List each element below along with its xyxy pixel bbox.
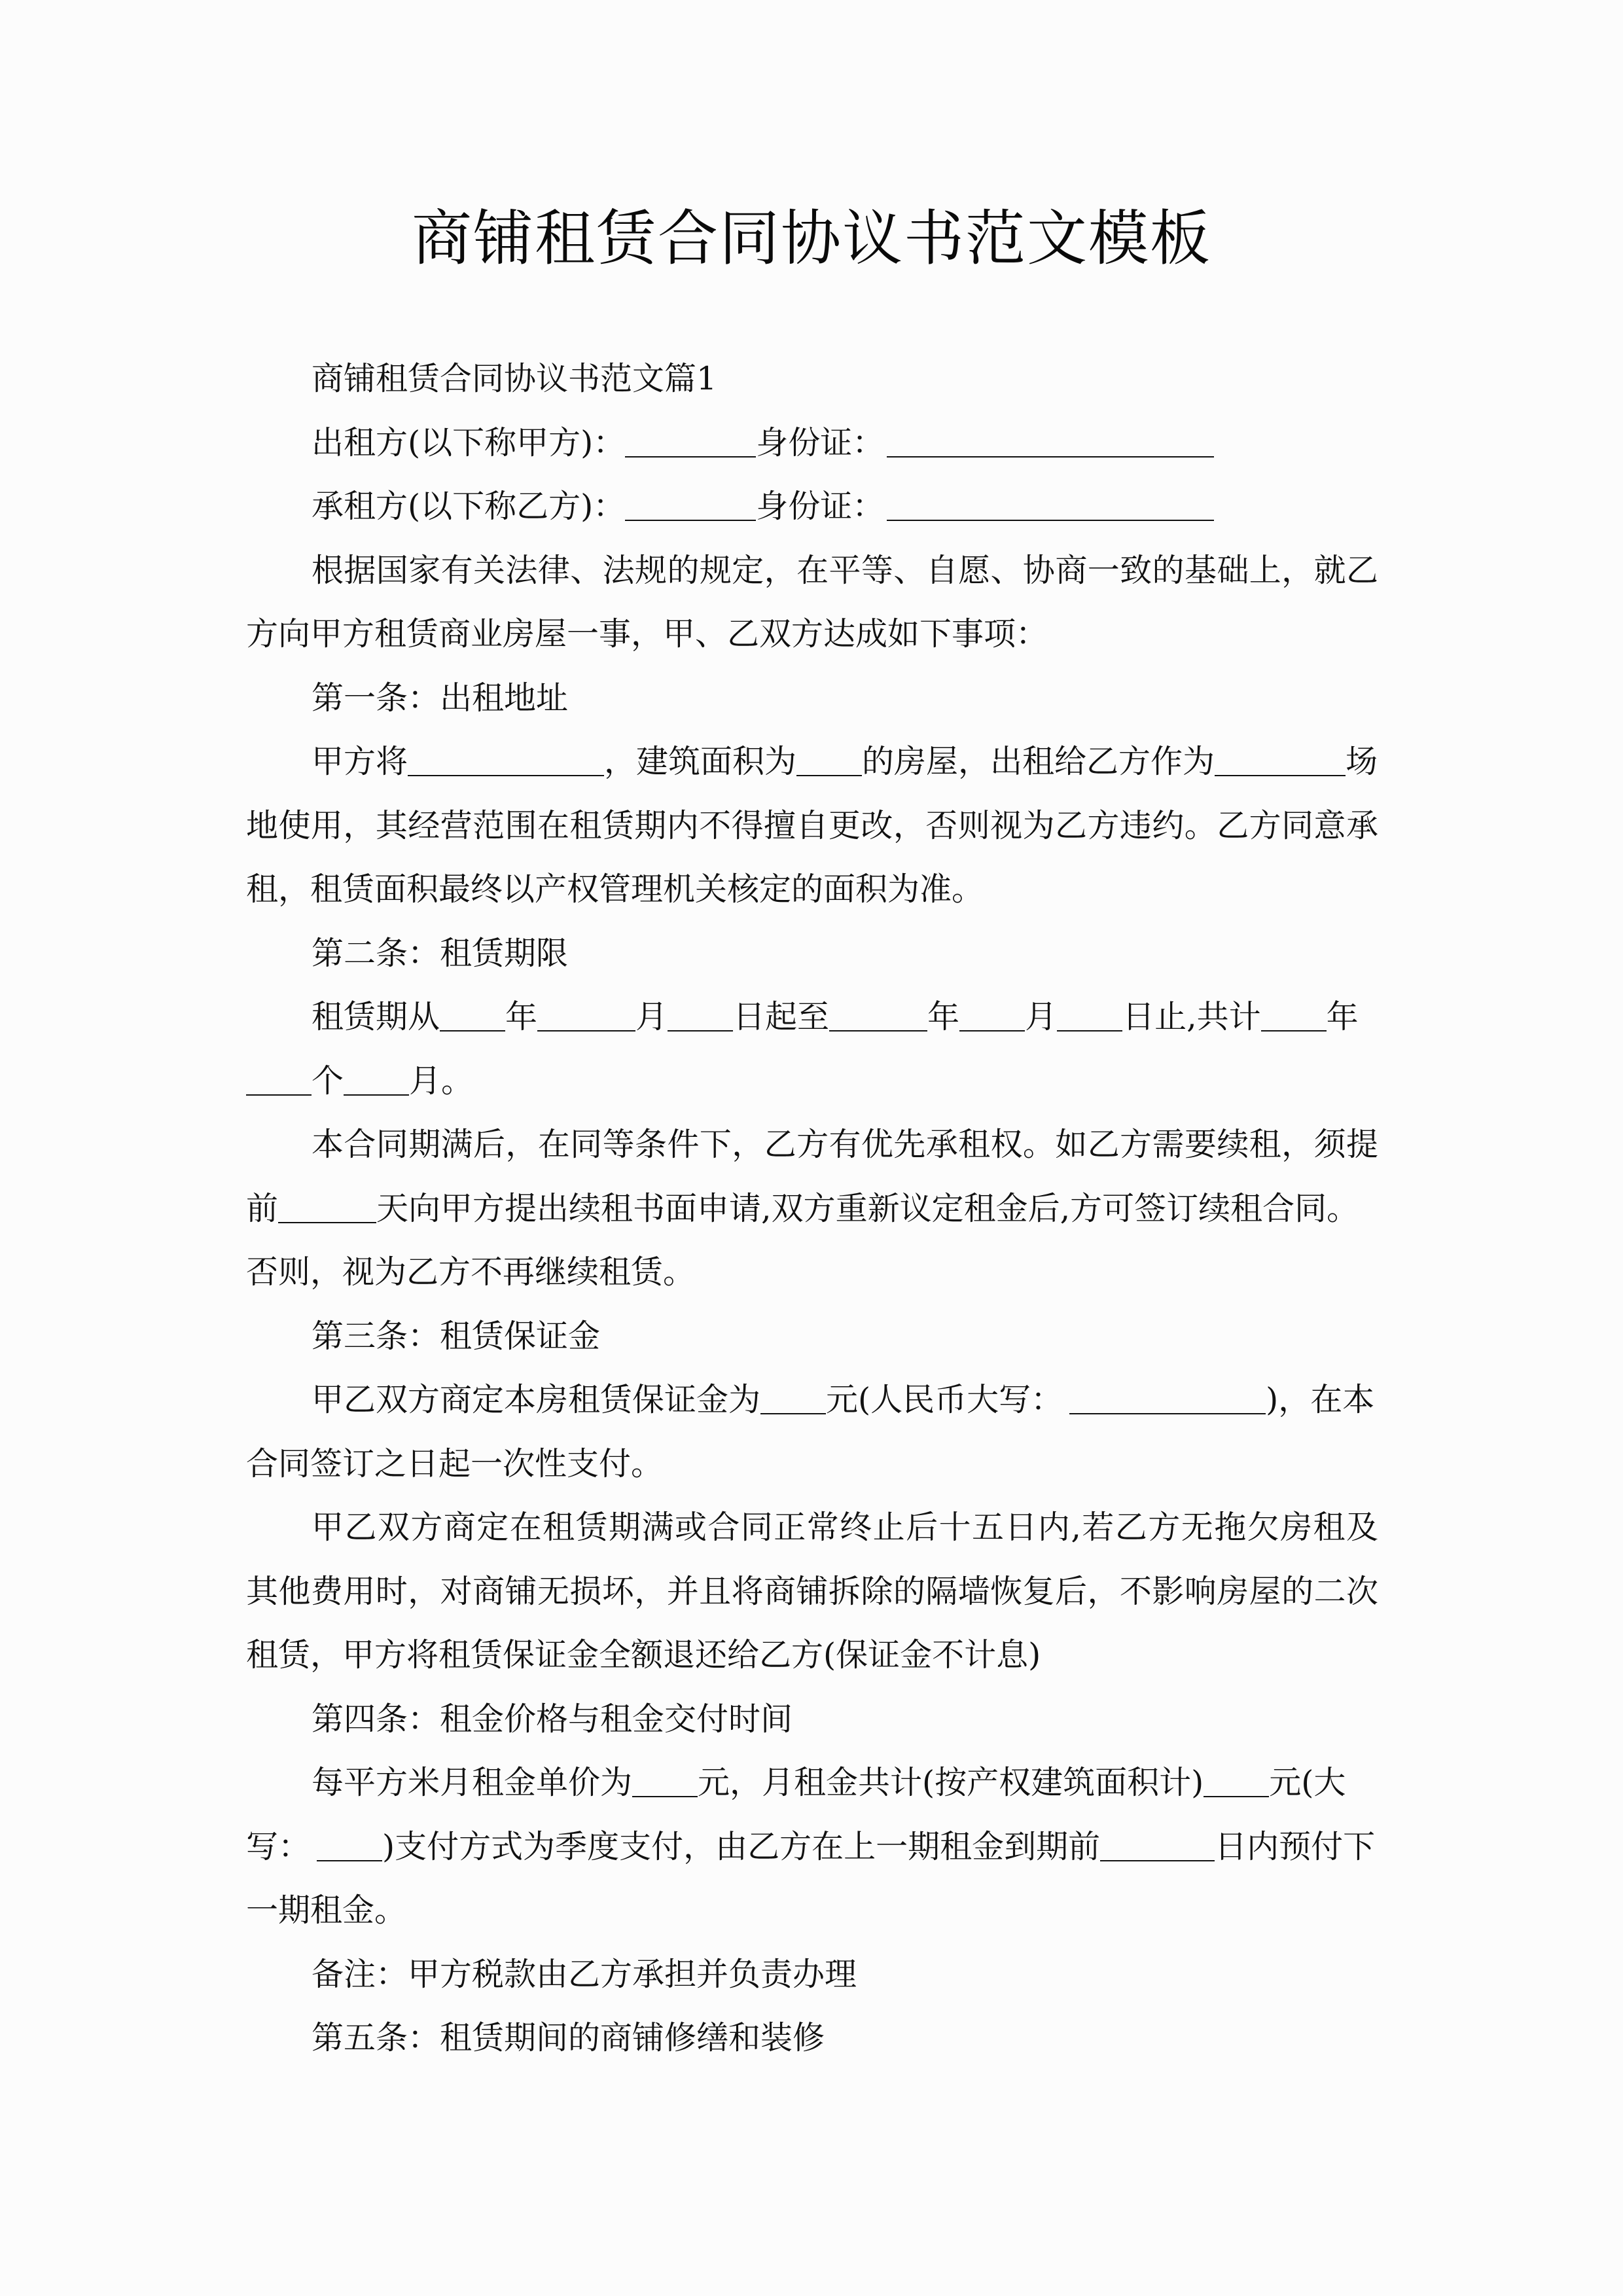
total-months-blank-b[interactable] (344, 1064, 409, 1096)
refund-line-2: 其他费用时，对商铺无损坏，并且将商铺拆除的隔墙恢复后，不影响房屋的二次 (246, 1572, 1378, 1610)
lessee-name-blank[interactable] (625, 489, 756, 521)
text-segment: 甲方将 (312, 743, 408, 780)
article-2-line-2 (246, 1049, 1378, 1113)
end-year-blank[interactable] (829, 999, 927, 1031)
address-blank[interactable] (408, 744, 604, 776)
deposit-line-2: 合同签订之日起一次性支付。 (246, 1444, 664, 1482)
renewal-line-2 (246, 1177, 1378, 1241)
lessor-label: 出租方(以下称甲方)： (312, 423, 626, 461)
text-segment: 月 (1025, 998, 1058, 1035)
lessor-id-label: 身份证： (756, 423, 885, 461)
text-segment: 日起至 (733, 998, 830, 1035)
lessee-id-label: 身份证： (756, 488, 885, 525)
text-segment: 日止,共计 (1122, 998, 1261, 1035)
text-segment: 年 (1326, 998, 1359, 1035)
text-segment: 元(大 (1269, 1764, 1346, 1801)
text-segment: ，建筑面积为 (604, 743, 797, 780)
text-segment: 年 (927, 998, 960, 1035)
total-months-blank-a[interactable] (246, 1064, 312, 1096)
text-segment: 天向甲方提出续租书面申请,双方重新议定租金后,方可签订续租合同。 (376, 1189, 1359, 1227)
text-segment: 每平方米月租金单价为 (312, 1764, 633, 1801)
rent-uppercase-blank[interactable] (317, 1829, 382, 1861)
lessee-line (246, 475, 1378, 539)
refund-line-1: 甲乙双方商定在租赁期满或合同正常终止后十五日内,若乙方无拖欠房租及 (312, 1509, 1378, 1546)
text-segment: 日内预付下 (1215, 1827, 1376, 1865)
lessee-label: 承租方(以下称乙方)： (312, 488, 626, 525)
lessor-line (246, 411, 1378, 475)
end-day-blank[interactable] (1057, 999, 1122, 1031)
text-segment: )支付方式为季度支付，由乙方在上一期租金到期前 (382, 1827, 1101, 1865)
prepay-days-blank[interactable] (1100, 1829, 1215, 1861)
deposit-uppercase-blank[interactable] (1069, 1382, 1266, 1414)
preamble-line-1: 根据国家有关法律、法规的规定，在平等、自愿、协商一致的基础上，就乙 (312, 551, 1378, 589)
start-year-blank[interactable] (440, 999, 505, 1031)
text-segment: 前 (246, 1189, 279, 1227)
unit-price-blank[interactable] (632, 1765, 698, 1797)
document-title: 商铺租赁合同协议书范文模板 (411, 204, 1211, 274)
rent-line-1 (246, 1751, 1378, 1815)
start-day-blank[interactable] (668, 999, 733, 1031)
end-month-blank[interactable] (959, 999, 1025, 1031)
monthly-rent-blank[interactable] (1204, 1765, 1269, 1797)
article-1-line-1 (246, 730, 1378, 794)
lessor-name-blank[interactable] (625, 425, 756, 457)
version-heading: 商铺租赁合同协议书范文篇1 (312, 360, 717, 397)
text-segment: 月 (635, 998, 668, 1035)
text-segment: 的房屋，出租给乙方作为 (862, 743, 1215, 780)
article-1-heading: 第一条：出租地址 (312, 679, 569, 717)
rent-line-2 (246, 1815, 1378, 1879)
renewal-line-3: 否则，视为乙方不再继续租赁。 (246, 1253, 696, 1291)
remark-line: 备注：甲方税款由乙方承担并负责办理 (312, 1955, 857, 1993)
renewal-line-1: 本合同期满后，在同等条件下，乙方有优先承租权。如乙方需要续租，须提 (312, 1126, 1378, 1163)
article-2-line-1 (246, 985, 1378, 1049)
rent-line-3: 一期租金。 (246, 1892, 407, 1929)
text-segment: 个 (312, 1062, 344, 1100)
text-segment: 甲乙双方商定本房租赁保证金为 (312, 1381, 761, 1418)
usage-blank[interactable] (1215, 744, 1346, 776)
text-segment: 写： (246, 1827, 311, 1865)
text-segment: 租赁期从 (312, 998, 440, 1035)
article-1-line-3: 租，租赁面积最终以产权管理机关核定的面积为准。 (246, 870, 984, 908)
text-segment: )，在本 (1266, 1381, 1375, 1418)
notice-days-blank[interactable] (278, 1191, 376, 1223)
deposit-amount-blank[interactable] (760, 1382, 826, 1414)
article-1-line-2: 地使用，其经营范围在租赁期内不得擅自更改，否则视为乙方违约。乙方同意承 (246, 806, 1378, 844)
total-years-blank[interactable] (1261, 999, 1327, 1031)
text-segment: 元(人民币大写： (826, 1381, 1063, 1418)
text-segment: 场 (1346, 743, 1378, 780)
article-5-heading: 第五条：租赁期间的商铺修缮和装修 (312, 2019, 825, 2056)
preamble-line-2: 方向甲方租赁商业房屋一事，甲、乙双方达成如下事项： (246, 615, 1048, 653)
article-3-heading: 第三条：租赁保证金 (312, 1317, 601, 1355)
text-segment: 月。 (409, 1062, 474, 1100)
text-segment: 元，月租金共计(按产权建筑面积计) (698, 1764, 1204, 1801)
start-month-blank[interactable] (537, 999, 635, 1031)
deposit-line-1 (246, 1368, 1378, 1432)
lessor-id-blank[interactable] (887, 425, 1214, 457)
refund-line-3: 租赁，甲方将租赁保证金全额退还给乙方(保证金不计息) (246, 1636, 1041, 1674)
area-blank[interactable] (796, 744, 862, 776)
article-2-heading: 第二条：租赁期限 (312, 934, 569, 972)
document-body (246, 347, 1378, 2070)
lessee-id-blank[interactable] (887, 489, 1214, 521)
article-4-heading: 第四条：租金价格与租金交付时间 (312, 1700, 793, 1738)
text-segment: 年 (505, 998, 538, 1035)
